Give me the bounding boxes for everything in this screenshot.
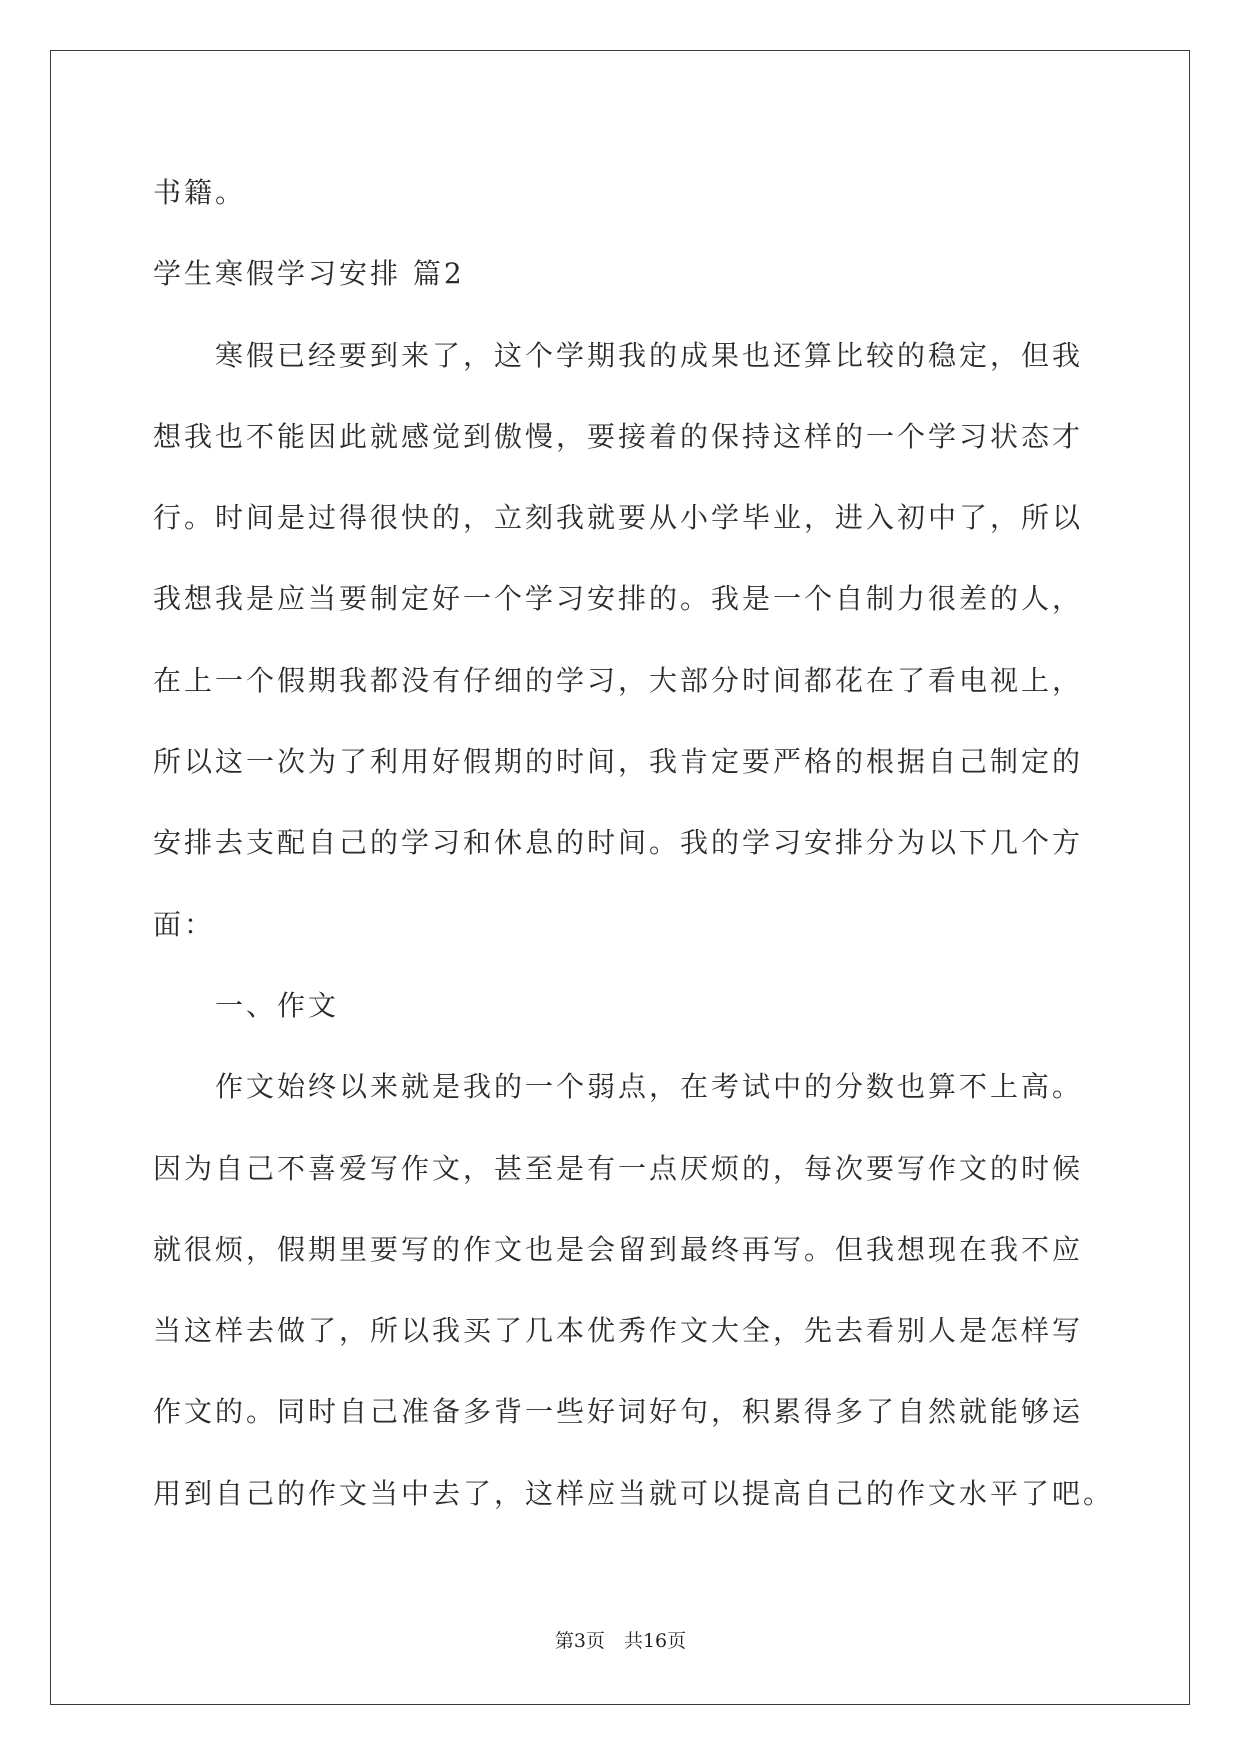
page-number: 第3页 共16页 bbox=[554, 1630, 687, 1652]
paragraph-line: 就很烦，假期里要写的作文也是会留到最终再写。但我想现在我不应 bbox=[153, 1232, 1084, 1266]
paragraph-line: 面： bbox=[153, 907, 216, 941]
section-title: 学生寒假学习安排 篇2 bbox=[153, 257, 465, 291]
document-body bbox=[153, 152, 1143, 1534]
subheading: 一、作文 bbox=[215, 988, 340, 1022]
paragraph-line: 寒假已经要到来了，这个学期我的成果也还算比较的稳定，但我 bbox=[215, 338, 1084, 372]
page-footer bbox=[0, 1628, 1241, 1654]
paragraph-line: 行。时间是过得很快的，立刻我就要从小学毕业，进入初中了，所以 bbox=[153, 501, 1084, 535]
continuation-line: 书籍。 bbox=[153, 176, 247, 209]
paragraph-line: 用到自己的作文当中去了，这样应当就可以提高自己的作文水平了吧。 bbox=[153, 1476, 1115, 1510]
paragraph-line: 作文始终以来就是我的一个弱点，在考试中的分数也算不上高。 bbox=[215, 1070, 1084, 1104]
paragraph-line: 安排去支配自己的学习和休息的时间。我的学习安排分为以下几个方 bbox=[153, 826, 1084, 860]
paragraph-line: 我想我是应当要制定好一个学习安排的。我是一个自制力很差的人， bbox=[153, 582, 1084, 616]
paragraph-line: 作文的。同时自己准备多背一些好词好句，积累得多了自然就能够运 bbox=[153, 1395, 1084, 1429]
paragraph-line: 当这样去做了，所以我买了几本优秀作文大全，先去看别人是怎样写 bbox=[153, 1314, 1084, 1348]
paragraph-line: 想我也不能因此就感觉到傲慢，要接着的保持这样的一个学习状态才 bbox=[153, 419, 1084, 453]
paragraph-line: 在上一个假期我都没有仔细的学习，大部分时间都花在了看电视上， bbox=[153, 663, 1084, 697]
body-paragraph bbox=[153, 1046, 1143, 1534]
paragraph-line: 因为自己不喜爱写作文，甚至是有一点厌烦的，每次要写作文的时候 bbox=[153, 1151, 1084, 1185]
paragraph-line: 所以这一次为了利用好假期的时间，我肯定要严格的根据自己制定的 bbox=[153, 745, 1084, 779]
intro-paragraph bbox=[153, 315, 1143, 965]
